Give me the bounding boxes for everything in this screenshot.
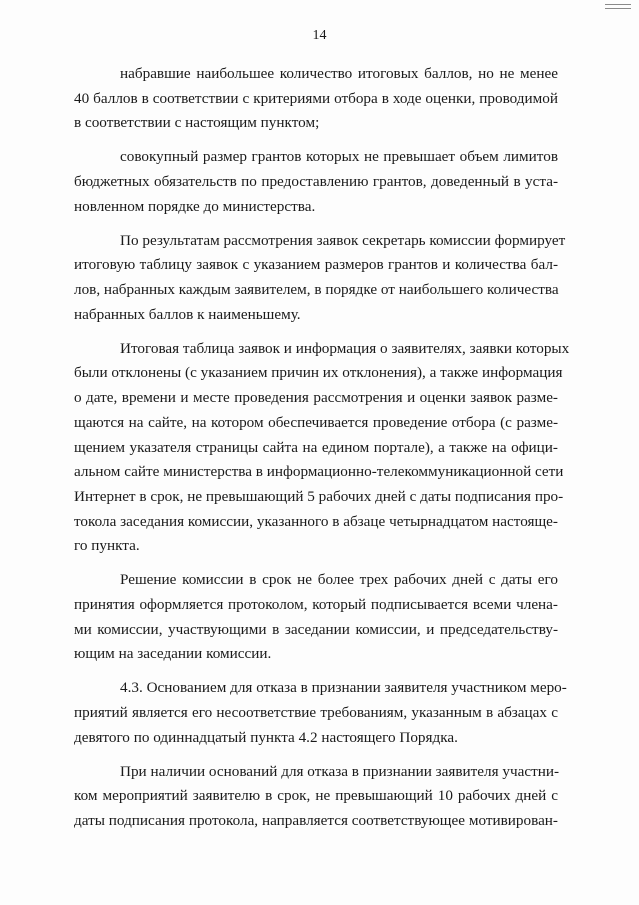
text-line: щением указателя страницы сайта на едином портале), а также на офици-	[74, 438, 558, 456]
text-line: При наличии оснований для отказа в признании заявителя участни-	[120, 762, 560, 780]
document-body	[74, 62, 570, 843]
scan-edge-mark	[605, 4, 631, 5]
paragraph	[74, 568, 558, 667]
text-line: альном сайте министерства в информационно-телекоммуникационной сети	[74, 463, 564, 481]
text-line: го пункта.	[74, 537, 140, 555]
paragraph	[74, 760, 558, 834]
paragraph	[74, 676, 567, 750]
text-line: лов, набранных каждым заявителем, в порядке от наибольшего количества	[74, 281, 559, 299]
text-line: 4.3. Основанием для отказа в признании заявителя участником меро-	[120, 679, 567, 697]
paragraph	[74, 145, 558, 219]
page-number: 14	[312, 28, 327, 43]
text-line: ющим на заседании комиссии.	[74, 645, 272, 663]
text-line: новленном порядке до министерства.	[74, 197, 316, 215]
text-line: По результатам рассмотрения заявок секретарь комиссии формирует	[120, 231, 566, 249]
text-line: токола заседания комиссии, указанного в абзаце четырнадцатом настояще-	[74, 512, 558, 530]
text-line: совокупный размер грантов которых не превышает объем лимитов	[120, 148, 558, 166]
text-line: набравшие наибольшее количество итоговых баллов, но не менее	[120, 65, 558, 82]
text-line: о дате, времени и месте проведения рассмотрения и оценки заявок разме-	[74, 389, 558, 407]
paragraph	[74, 337, 570, 559]
text-line: приятий является его несоответствие требованиям, указанным в абзацах с	[74, 703, 558, 721]
scan-edge-mark	[605, 8, 631, 9]
text-line: даты подписания протокола, направляется соответствующее мотивирован-	[74, 812, 558, 830]
text-line: девятого по одиннадцатый пункта 4.2 настоящего Порядка.	[74, 728, 458, 746]
text-line: в соответствии с настоящим пунктом;	[74, 114, 320, 132]
text-line: Итоговая таблица заявок и информация о заявителях, заявки которых	[120, 339, 570, 357]
text-line: итоговую таблицу заявок с указанием размеров грантов и количества бал-	[74, 256, 558, 274]
text-line: бюджетных обязательств по предоставлению грантов, доведенный в уста-	[74, 173, 558, 191]
text-line: 40 баллов в соответствии с критериями отбора в ходе оценки, проводимой	[74, 89, 558, 107]
text-line: были отклонены (с указанием причин их отклонения), а также информация	[74, 364, 563, 382]
text-line: набранных баллов к наименьшему.	[74, 305, 301, 323]
paragraph	[74, 62, 558, 136]
paragraph	[74, 229, 566, 328]
text-line: Интернет в срок, не превышающий 5 рабочих дней с даты подписания про-	[74, 487, 564, 505]
text-line: ми комиссии, участвующими в заседании комиссии, и председательству-	[74, 620, 558, 638]
text-line: Решение комиссии в срок не более трех рабочих дней с даты его	[120, 571, 558, 589]
text-line: принятия оформляется протоколом, который подписывается всеми члена-	[74, 595, 558, 613]
text-line: щаются на сайте, на котором обеспечивается проведение отбора (с разме-	[74, 413, 558, 431]
text-line: ком мероприятий заявителю в срок, не превышающий 10 рабочих дней с	[74, 787, 558, 805]
